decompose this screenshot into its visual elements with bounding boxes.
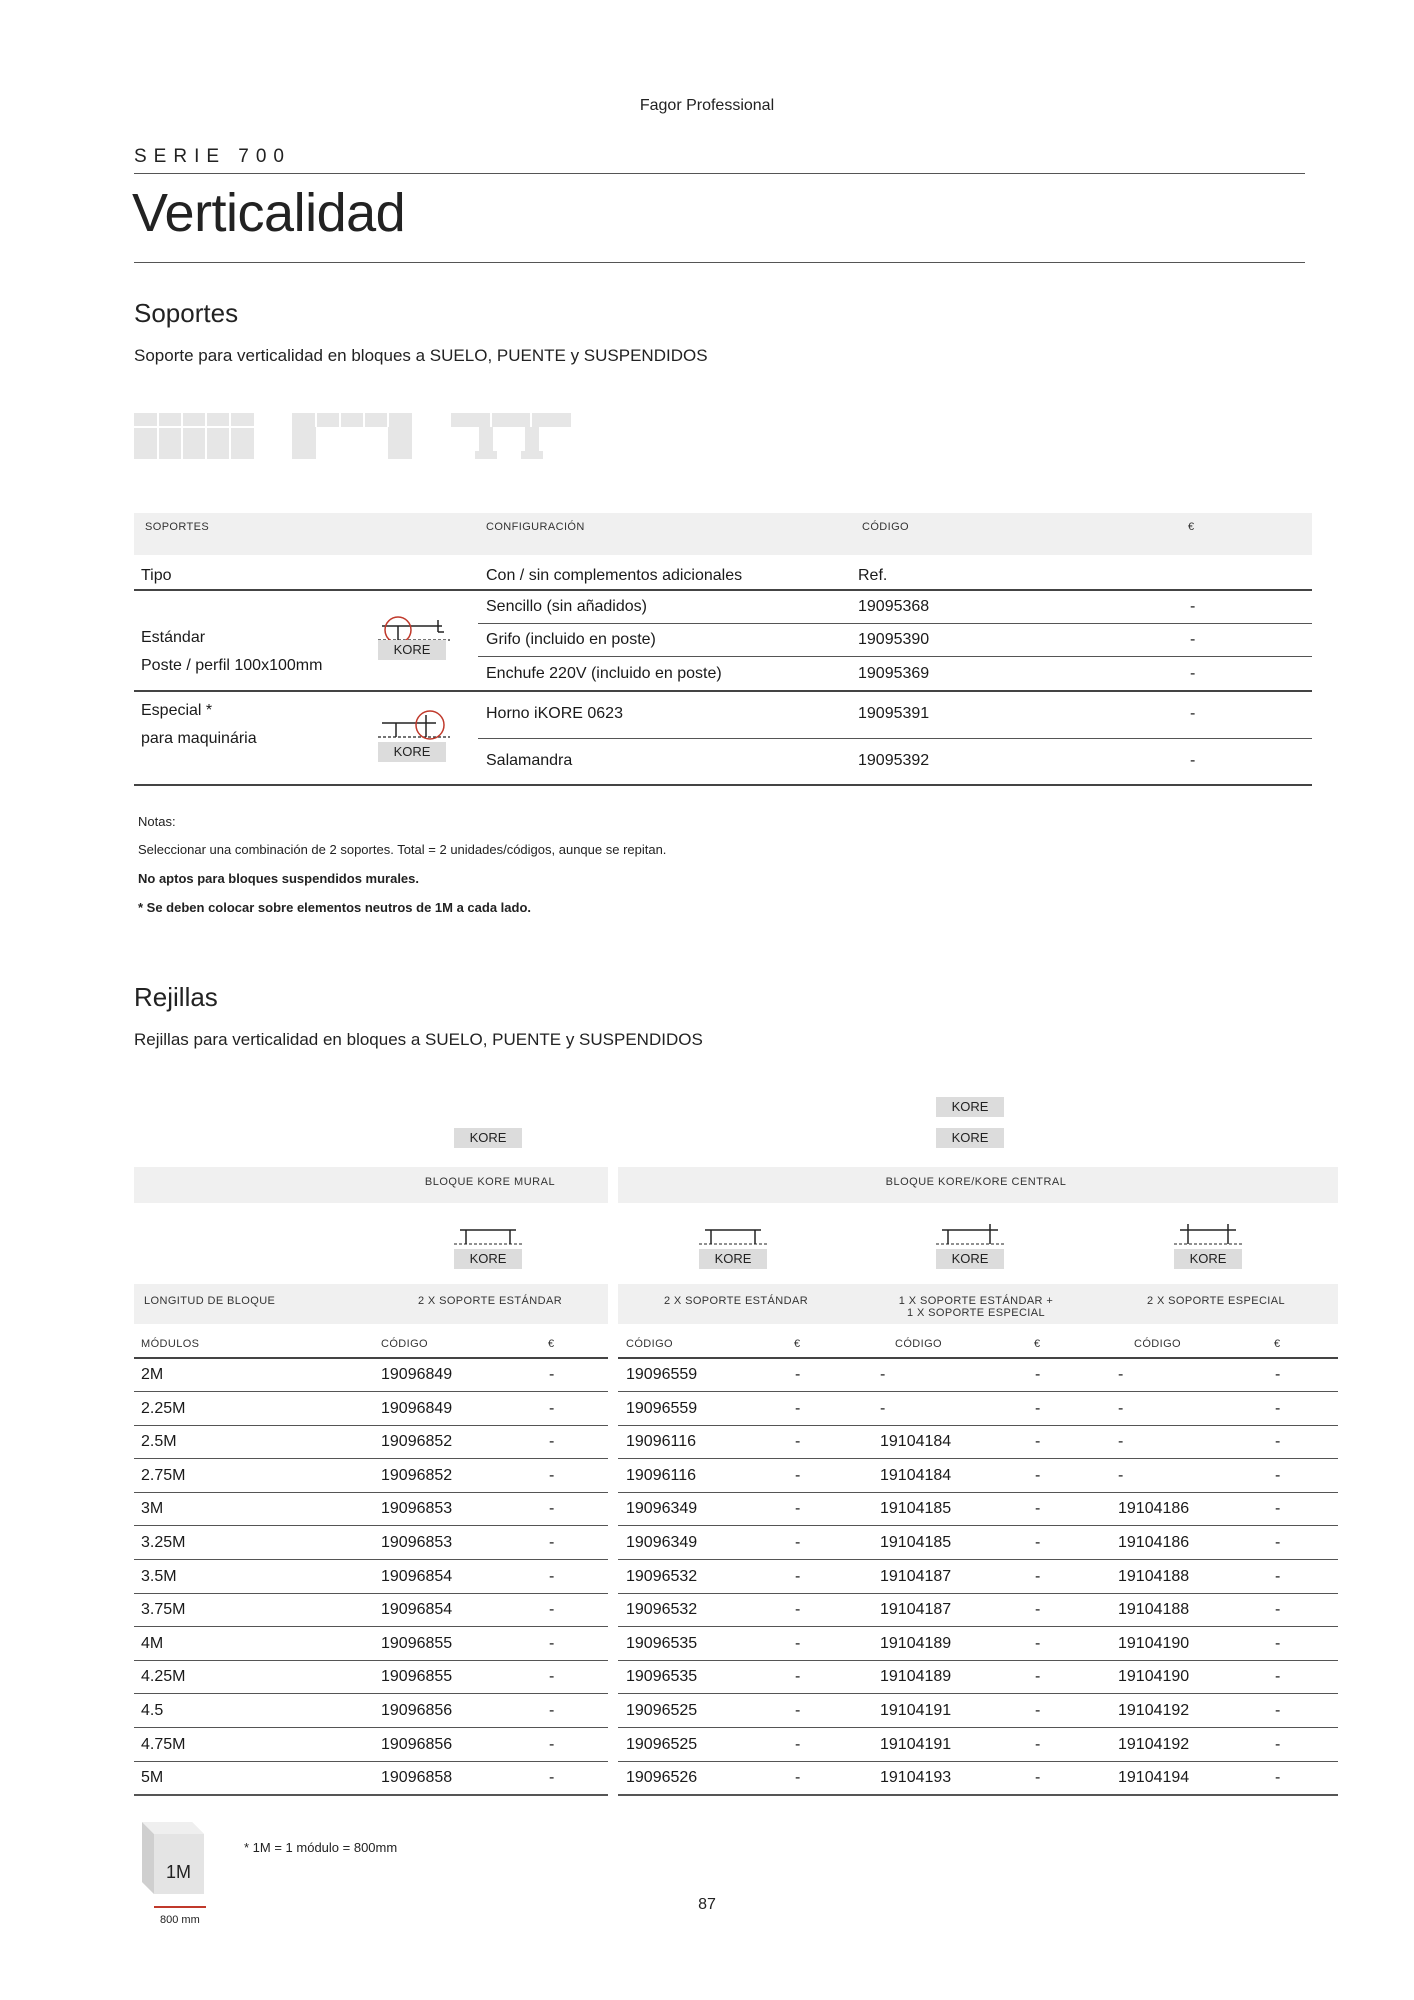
rejilla-code-cell: 19096853 [381, 1534, 453, 1551]
row-price: - [1190, 705, 1196, 722]
kore-badge-col-c1: KORE [699, 1249, 767, 1269]
rejilla-price-cell: - [549, 1702, 555, 1719]
rejilla-code-cell: 19096532 [626, 1601, 698, 1619]
rejilla-code-cell: 19104187 [880, 1601, 952, 1619]
rejilla-price-cell: - [1035, 1702, 1041, 1719]
rejilla-code-cell: 19104188 [1118, 1567, 1190, 1585]
header-divider [134, 173, 1305, 174]
rejilla-price-cell: - [549, 1399, 555, 1417]
rejilla-price-cell: - [549, 1466, 555, 1484]
rejilla-code-cell: 19104191 [880, 1702, 952, 1719]
subheader-codigo: CÓDIGO [895, 1338, 943, 1350]
row-rule [478, 656, 1312, 657]
rejilla-price-cell: - [549, 1567, 555, 1585]
col-header-mural: 2 X SOPORTE ESTÁNDAR [417, 1295, 563, 1307]
notes-title: Notas: [138, 814, 176, 829]
kore-badge-mural: KORE [454, 1128, 522, 1148]
subheader-euro: € [1034, 1338, 1041, 1350]
kore-badge-central-bottom: KORE [936, 1128, 1004, 1148]
rejilla-code-cell: - [1118, 1433, 1124, 1451]
rejilla-code-cell: - [1118, 1466, 1124, 1484]
col-header-configuracion: CONFIGURACIÓN [486, 521, 585, 533]
rejilla-modulos-cell: 5M [141, 1769, 164, 1787]
suspended-block-illustration [451, 413, 571, 464]
floor-block-illustration [134, 413, 254, 464]
rejilla-code-cell: 19104188 [1118, 1601, 1190, 1619]
col-header-price: € [1188, 521, 1195, 533]
rejilla-row-rule [134, 1458, 608, 1459]
rejilla-row-rule [134, 1492, 608, 1493]
rejilla-row-rule [134, 1794, 608, 1796]
rejilla-modulos-cell: 4.5 [141, 1702, 164, 1719]
rejilla-price-cell: - [1275, 1433, 1281, 1451]
row-price: - [1190, 752, 1196, 769]
page-title: Verticalidad [132, 183, 406, 243]
rejilla-modulos-cell: 2.5M [141, 1433, 177, 1451]
rejilla-code-cell: 19104190 [1118, 1668, 1190, 1686]
rejilla-price-cell: - [795, 1466, 801, 1484]
rejilla-modulos-cell: 3.75M [141, 1601, 186, 1619]
rejilla-modulos-cell: 3M [141, 1500, 164, 1518]
block-rule [134, 690, 1312, 692]
rejilla-code-cell: 19096559 [626, 1399, 698, 1417]
rejilla-code-cell: 19096525 [626, 1735, 698, 1753]
rejilla-modulos-cell: 2M [141, 1366, 164, 1383]
row-code: 19095369 [858, 665, 930, 682]
estandar-label: Estándar [141, 629, 206, 646]
rejilla-code-cell: - [880, 1399, 886, 1417]
especial-label: Especial * [141, 702, 213, 719]
rejilla-price-cell: - [549, 1500, 555, 1518]
rejilla-row-rule [618, 1727, 1338, 1728]
rejilla-price-cell: - [1275, 1466, 1281, 1484]
rejilla-price-cell: - [795, 1668, 801, 1686]
series-label: SERIE 700 [134, 146, 291, 167]
rejilla-modulos-cell: 2.75M [141, 1466, 186, 1484]
rejilla-code-cell: 19096349 [626, 1534, 698, 1551]
rejilla-code-cell: 19104186 [1118, 1500, 1190, 1518]
rejilla-modulos-cell: 4M [141, 1634, 164, 1652]
rejilla-price-cell: - [795, 1399, 801, 1417]
module-width: 800 mm [160, 1914, 200, 1926]
note-2: No aptos para bloques suspendidos murales. [138, 871, 420, 886]
rejilla-price-cell: - [1035, 1534, 1041, 1551]
rejilla-row-rule [618, 1761, 1338, 1762]
rejilla-code-cell: 19096856 [381, 1702, 453, 1719]
soportes-table-header [134, 513, 1312, 555]
rejilla-code-cell: - [1118, 1399, 1124, 1417]
rejilla-price-cell: - [1275, 1567, 1281, 1585]
col-header-c3: 2 X SOPORTE ESPECIAL [1146, 1295, 1285, 1307]
kore-badge-estandar: KORE [378, 640, 446, 660]
rejilla-code-cell: 19096849 [381, 1399, 453, 1417]
rejilla-price-cell: - [1275, 1399, 1281, 1417]
rejilla-code-cell: 19096559 [626, 1366, 698, 1383]
rejilla-code-cell: - [1118, 1366, 1124, 1383]
rejilla-price-cell: - [1035, 1567, 1041, 1585]
rejilla-row-rule [618, 1626, 1338, 1627]
rejilla-code-cell: 19096849 [381, 1366, 453, 1383]
rejilla-code-cell: 19104190 [1118, 1634, 1190, 1652]
rejilla-row-rule [618, 1425, 1338, 1426]
rejilla-price-cell: - [1035, 1735, 1041, 1753]
kore-badge-col-mural: KORE [454, 1249, 522, 1269]
rejilla-row-rule [134, 1525, 608, 1526]
subheader-euro: € [548, 1338, 555, 1350]
rejilla-row-rule [618, 1458, 1338, 1459]
rejilla-price-cell: - [1275, 1366, 1281, 1383]
rejilla-code-cell: 19096535 [626, 1668, 698, 1686]
rejilla-price-cell: - [795, 1634, 801, 1652]
rejilla-price-cell: - [1035, 1769, 1041, 1787]
estandar-sublabel: Poste / perfil 100x100mm [141, 657, 323, 674]
rejilla-price-cell: - [1275, 1702, 1281, 1719]
rejilla-price-cell: - [1275, 1735, 1281, 1753]
rejilla-price-cell: - [1275, 1634, 1281, 1652]
rejilla-row-rule [618, 1492, 1338, 1493]
row-config: Sencillo (sin añadidos) [486, 598, 647, 615]
subheader-ref: Ref. [858, 567, 888, 584]
subheader-rule-right [618, 1357, 1338, 1359]
col-header-c1: 2 X SOPORTE ESTÁNDAR [663, 1295, 809, 1307]
rejilla-price-cell: - [549, 1735, 555, 1753]
page-number: 87 [698, 1896, 716, 1913]
rejilla-code-cell: 19096532 [626, 1567, 698, 1585]
col-header-longitud: LONGITUD DE BLOQUE [144, 1295, 276, 1307]
rejilla-price-cell: - [1035, 1399, 1041, 1417]
rejilla-row-rule [134, 1626, 608, 1627]
kore-badge-col-c3: KORE [1174, 1249, 1242, 1269]
row-config: Enchufe 220V (incluido en poste) [486, 665, 722, 682]
row-code: 19095391 [858, 705, 930, 722]
row-config: Salamandra [486, 752, 573, 769]
rejilla-modulos-cell: 2.25M [141, 1399, 186, 1417]
kore-badge-central-top: KORE [936, 1097, 1004, 1117]
rejilla-code-cell: 19096852 [381, 1466, 453, 1484]
rejilla-row-rule [134, 1727, 608, 1728]
rejilla-row-rule [618, 1525, 1338, 1526]
rejilla-row-rule [134, 1425, 608, 1426]
rejilla-code-cell: 19104194 [1118, 1769, 1190, 1787]
rejilla-row-rule [618, 1660, 1338, 1661]
rejilla-code-cell: 19104184 [880, 1466, 952, 1484]
rejilla-price-cell: - [549, 1433, 555, 1451]
rejilla-price-cell: - [549, 1366, 555, 1383]
rejilla-price-cell: - [795, 1433, 801, 1451]
row-config: Grifo (incluido en poste) [486, 631, 656, 648]
row-price: - [1190, 631, 1196, 648]
subheader-tipo: Tipo [141, 567, 172, 584]
rejilla-price-cell: - [549, 1769, 555, 1787]
rejilla-row-rule [618, 1794, 1338, 1796]
rejilla-price-cell: - [549, 1534, 555, 1551]
rejilla-code-cell: 19104192 [1118, 1702, 1190, 1719]
rejilla-price-cell: - [1035, 1500, 1041, 1518]
subheader-rule-left [134, 1357, 608, 1359]
rejilla-code-cell: 19104185 [880, 1534, 952, 1551]
rejilla-price-cell: - [795, 1500, 801, 1518]
subheader-codigo: CÓDIGO [381, 1338, 429, 1350]
rejilla-code-cell: 19104184 [880, 1433, 952, 1451]
rejilla-price-cell: - [1035, 1366, 1041, 1383]
subheader-codigo: CÓDIGO [1134, 1338, 1182, 1350]
rejilla-price-cell: - [1035, 1433, 1041, 1451]
rejilla-code-cell: 19096853 [381, 1500, 453, 1518]
rejilla-code-cell: 19096852 [381, 1433, 453, 1451]
subheader-codigo: CÓDIGO [626, 1338, 674, 1350]
rejilla-row-rule [134, 1693, 608, 1694]
rejilla-row-rule [134, 1559, 608, 1560]
rejilla-price-cell: - [795, 1366, 801, 1383]
rejilla-price-cell: - [549, 1634, 555, 1652]
col-header-c2-a: 1 X SOPORTE ESTÁNDAR + [898, 1295, 1054, 1307]
rejilla-code-cell: 19096116 [626, 1433, 696, 1451]
subheader-config: Con / sin complementos adicionales [486, 567, 743, 584]
note-3: * Se deben colocar sobre elementos neutros de 1M a cada lado. [138, 900, 532, 915]
kore-badge-especial: KORE [378, 742, 446, 762]
note-1: Seleccionar una combinación de 2 soportes. Total = 2 unidades/códigos, aunque se repitan. [138, 842, 667, 857]
rejilla-code-cell: - [880, 1366, 886, 1383]
rejilla-code-cell: 19104191 [880, 1735, 952, 1753]
rejilla-row-rule [134, 1660, 608, 1661]
rejilla-code-cell: 19104185 [880, 1500, 952, 1518]
subheader-modulos: MÓDULOS [141, 1338, 200, 1350]
rejilla-code-cell: 19096526 [626, 1769, 698, 1787]
rejilla-code-cell: 19096535 [626, 1634, 698, 1652]
row-price: - [1190, 598, 1196, 615]
rejilla-row-rule [618, 1559, 1338, 1560]
rejilla-code-cell: 19096525 [626, 1702, 698, 1719]
rejilla-price-cell: - [1275, 1534, 1281, 1551]
rejilla-modulos-cell: 4.75M [141, 1735, 186, 1753]
bridge-block-illustration [292, 413, 412, 464]
row-price: - [1190, 665, 1196, 682]
group-title-central: BLOQUE KORE/KORE CENTRAL [885, 1176, 1067, 1188]
rejilla-row-rule [134, 1761, 608, 1762]
rejilla-code-cell: 19096855 [381, 1634, 453, 1652]
row-rule [478, 623, 1312, 624]
subheader-euro: € [1274, 1338, 1281, 1350]
rejilla-code-cell: 19104193 [880, 1769, 952, 1787]
rejilla-price-cell: - [1275, 1500, 1281, 1518]
especial-sublabel: para maquinária [141, 730, 257, 747]
col-header-soportes: SOPORTES [145, 521, 210, 533]
subheader-rule [134, 589, 1312, 591]
section-lead-rejillas: Rejillas para verticalidad en bloques a SUELO, PUENTE y SUSPENDIDOS [134, 1030, 703, 1049]
module-cube-icon [136, 1822, 210, 1899]
rejilla-row-rule [134, 1593, 608, 1594]
rejilla-code-cell: 19096856 [381, 1735, 453, 1753]
group-title-mural: BLOQUE KORE MURAL [424, 1176, 556, 1188]
rejilla-code-cell: 19104189 [880, 1668, 952, 1686]
rejilla-row-rule [618, 1693, 1338, 1694]
rejilla-code-cell: 19096854 [381, 1601, 453, 1619]
rejilla-row-rule [618, 1391, 1338, 1392]
kore-badge-col-c2: KORE [936, 1249, 1004, 1269]
rejilla-price-cell: - [795, 1735, 801, 1753]
title-divider [134, 262, 1305, 263]
rejilla-code-cell: 19104192 [1118, 1735, 1190, 1753]
rejilla-code-cell: 19104187 [880, 1567, 952, 1585]
rejilla-modulos-cell: 3.25M [141, 1534, 186, 1551]
rejilla-price-cell: - [795, 1769, 801, 1787]
rejilla-code-cell: 19096858 [381, 1769, 453, 1787]
rejilla-price-cell: - [1035, 1634, 1041, 1652]
col-header-c2-b: 1 X SOPORTE ESPECIAL [906, 1307, 1045, 1319]
row-config: Horno iKORE 0623 [486, 705, 623, 722]
rejilla-price-cell: - [1035, 1668, 1041, 1686]
rejilla-code-cell: 19096116 [626, 1466, 696, 1484]
section-heading-soportes: Soportes [134, 298, 239, 328]
rejilla-code-cell: 19096854 [381, 1567, 453, 1585]
row-code: 19095390 [858, 631, 930, 648]
rejilla-modulos-cell: 4.25M [141, 1668, 186, 1686]
rejilla-code-cell: 19104189 [880, 1634, 952, 1652]
rejilla-price-cell: - [1275, 1601, 1281, 1619]
rejilla-price-cell: - [795, 1702, 801, 1719]
rejilla-price-cell: - [549, 1668, 555, 1686]
rejilla-code-cell: 19096855 [381, 1668, 453, 1686]
rejilla-modulos-cell: 3.5M [141, 1567, 177, 1585]
col-header-codigo: CÓDIGO [862, 521, 910, 533]
rejilla-price-cell: - [549, 1601, 555, 1619]
rejilla-row-rule [618, 1593, 1338, 1594]
rejilla-price-cell: - [1035, 1601, 1041, 1619]
table-bottom-rule [134, 784, 1312, 786]
rejilla-code-cell: 19096349 [626, 1500, 698, 1518]
rejilla-price-cell: - [795, 1534, 801, 1551]
rejilla-price-cell: - [1035, 1466, 1041, 1484]
rejilla-row-rule [134, 1391, 608, 1392]
rejilla-price-cell: - [1275, 1769, 1281, 1787]
row-code: 19095392 [858, 752, 930, 769]
row-code: 19095368 [858, 598, 930, 615]
rejilla-code-cell: 19104186 [1118, 1534, 1190, 1551]
brand-name: Fagor Professional [639, 97, 775, 114]
subheader-euro: € [794, 1338, 801, 1350]
section-lead-soportes: Soporte para verticalidad en bloques a SUELO, PUENTE y SUSPENDIDOS [134, 346, 708, 365]
rejilla-price-cell: - [1275, 1668, 1281, 1686]
rejilla-price-cell: - [795, 1601, 801, 1619]
section-heading-rejillas: Rejillas [134, 982, 218, 1012]
module-label: 1M [166, 1862, 192, 1882]
row-rule [478, 738, 1312, 739]
module-note: * 1M = 1 módulo = 800mm [244, 1840, 398, 1855]
rejilla-price-cell: - [795, 1567, 801, 1585]
